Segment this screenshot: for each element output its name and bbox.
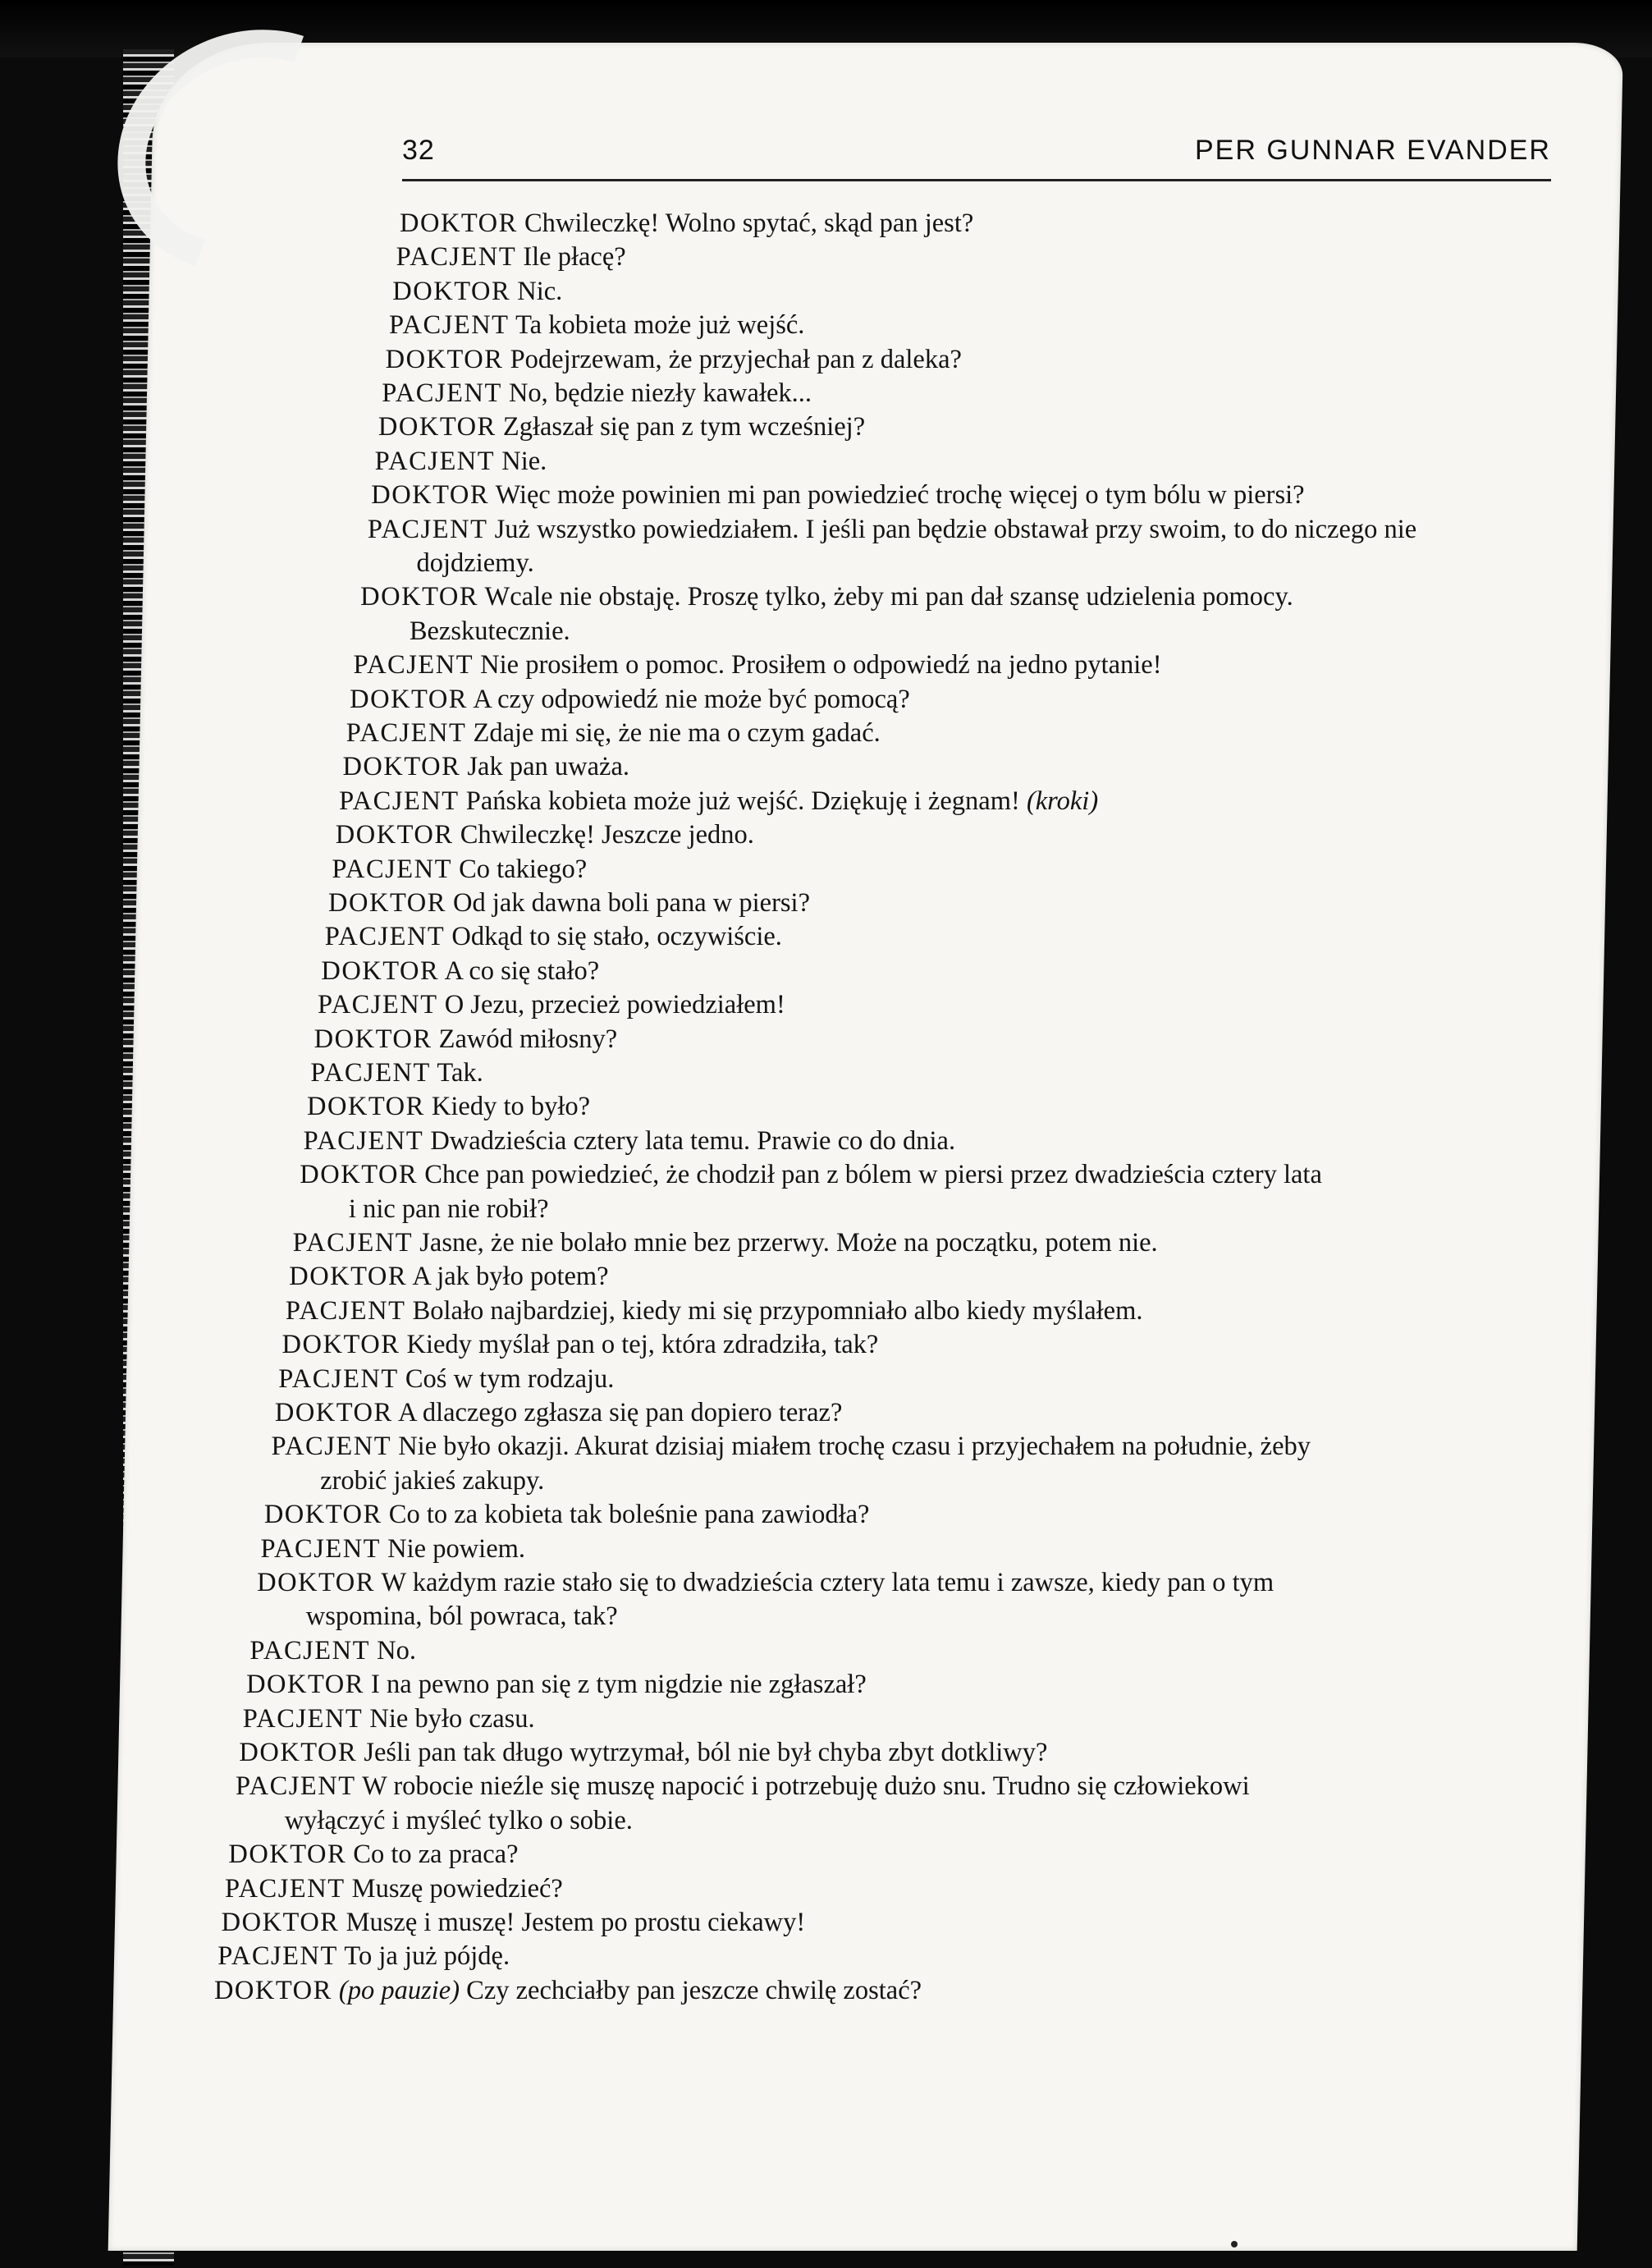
- dialogue-line: [321, 955, 599, 987]
- dialogue-line: [371, 479, 1304, 511]
- speech-text: A dlaczego zgłasza się pan dopiero teraz?: [398, 1398, 843, 1427]
- speaker-name: DOKTOR: [221, 1908, 340, 1937]
- speaker-name: DOKTOR: [360, 582, 478, 612]
- dialogue-line: [225, 1872, 563, 1905]
- speech-text: Co takiego?: [459, 854, 588, 884]
- speaker-name: DOKTOR: [228, 1840, 347, 1870]
- speech-text: A czy odpowiedź nie może być pomocą?: [473, 684, 910, 714]
- dialogue-line: [286, 1294, 1143, 1327]
- speaker-name: PACJENT: [236, 1771, 356, 1802]
- dialogue-continuation: [349, 1193, 549, 1226]
- speaker-name: DOKTOR: [274, 1398, 393, 1427]
- dialogue-line: [378, 410, 865, 443]
- speaker-name: DOKTOR: [371, 480, 490, 511]
- dialogue-line: [214, 1974, 922, 2007]
- speech-text: Muszę i muszę! Jestem po prostu ciekawy!: [346, 1908, 806, 1937]
- dialogue-continuation: [306, 1600, 618, 1633]
- dialogue-line: [332, 853, 587, 886]
- speech-text: Nie.: [501, 446, 547, 476]
- dialogue-line: [389, 309, 804, 341]
- speech-text: Czy zechciałby pan jeszcze chwilę zostać?: [466, 1975, 922, 2005]
- speaker-name: PACJENT: [260, 1533, 382, 1564]
- speech-text: zrobić jakieś zakupy.: [320, 1465, 545, 1496]
- speech-text: Nie prosiłem o pomoc. Prosiłem o odpowiedź na jedno pytanie!: [480, 650, 1162, 680]
- speech-text: W każdym razie stało się to dwadzieścia cztery lata temu i zawsze, kiedy pan o tym: [381, 1568, 1274, 1597]
- speaker-name: PACJENT: [242, 1703, 364, 1734]
- speech-text: wyłączyć i myśleć tylko o sobie.: [284, 1805, 633, 1835]
- speaker-name: DOKTOR: [306, 1092, 425, 1122]
- dialogue-line: [246, 1668, 867, 1701]
- speaker-name: PACJENT: [292, 1228, 414, 1258]
- dialogue-line: [272, 1430, 1311, 1463]
- speaker-name: PACJENT: [353, 650, 474, 680]
- speech-text: i nic pan nie robił?: [348, 1194, 549, 1224]
- speaker-name: PACJENT: [318, 990, 438, 1020]
- dialogue-line: [304, 1125, 955, 1157]
- speaker-name: DOKTOR: [321, 955, 440, 986]
- dialogue-line: [217, 1940, 510, 1972]
- speech-text: I na pewno pan się z tym nigdzie nie zgłaszał?: [371, 1670, 867, 1700]
- speech-text: Zawód miłosny?: [438, 1024, 618, 1054]
- stage-direction: (po pauzie): [338, 1975, 460, 2005]
- dialogue-line: [342, 750, 629, 783]
- speech-text: No, będzie niezły kawałek...: [508, 378, 812, 408]
- speaker-name: PACJENT: [224, 1873, 346, 1904]
- dialogue-line: [350, 683, 910, 716]
- dialogue-continuation: [285, 1804, 633, 1837]
- speaker-name: DOKTOR: [239, 1738, 358, 1767]
- speech-text: Jeśli pan tak długo wytrzymał, ból nie był chyba zbyt dotkliwy?: [364, 1738, 1048, 1767]
- dialogue-line: [249, 1634, 416, 1667]
- dialogue-line: [307, 1090, 590, 1123]
- speech-text: Chwileczkę! Jeszcze jedno.: [460, 820, 754, 850]
- speaker-name: DOKTOR: [328, 888, 446, 918]
- speech-text: Od jak dawna boli pana w piersi?: [453, 888, 811, 918]
- speaker-name: PACJENT: [388, 310, 510, 341]
- dialogue-line: [360, 580, 1293, 613]
- speech-text: Zgłaszał się pan z tym wcześniej?: [502, 412, 866, 442]
- speech-text: To ja już pójdę.: [344, 1941, 510, 1972]
- speech-text: W robocie nieźle się muszę napocić i potrzebuję dużo snu. Trudno się człowiekowi: [362, 1771, 1250, 1802]
- speech-text: Wcale nie obstaję. Proszę tylko, żeby mi pan dał szansę udzielenia pomocy.: [484, 582, 1293, 612]
- dialogue-line: [236, 1770, 1250, 1803]
- dialogue-line: [392, 275, 562, 308]
- speech-text: Odkąd to się stało, oczywiście.: [451, 922, 782, 952]
- speech-text: Nic.: [517, 276, 563, 306]
- speaker-name: DOKTOR: [281, 1330, 400, 1360]
- speaker-name: DOKTOR: [263, 1500, 382, 1530]
- speaker-name: PACJENT: [324, 922, 446, 952]
- speech-text: Ta kobieta może już wejść.: [515, 310, 805, 341]
- dialogue-line: [314, 1023, 618, 1056]
- speaker-name: DOKTOR: [342, 752, 461, 782]
- speaker-name: DOKTOR: [257, 1568, 375, 1597]
- dialogue-line: [325, 920, 782, 953]
- speech-text: Tak.: [437, 1058, 483, 1088]
- speech-text: Co to za praca?: [353, 1840, 519, 1870]
- speaker-name: DOKTOR: [335, 820, 454, 850]
- running-head: PER GUNNAR EVANDER: [1195, 135, 1551, 166]
- speech-text: Kiedy myślał pan o tej, która zdradziła, tak?: [406, 1330, 879, 1360]
- speech-text: A co się stało?: [444, 955, 600, 986]
- speaker-name: PACJENT: [303, 1125, 424, 1156]
- speech-text: Zdaje mi się, że nie ma o czym gadać.: [473, 718, 881, 748]
- speech-text: Bezskutecznie.: [409, 616, 570, 646]
- dialogue-line: [278, 1363, 614, 1395]
- speech-text: Kiedy to było?: [431, 1092, 591, 1122]
- speaker-name: PACJENT: [346, 718, 467, 748]
- dialogue-line: [257, 1566, 1274, 1599]
- stage-direction: (kroki): [1026, 786, 1099, 816]
- speech-text: wspomina, ból powraca, tak?: [305, 1601, 618, 1632]
- speaker-name: PACJENT: [249, 1635, 370, 1665]
- speaker-name: PACJENT: [374, 446, 496, 476]
- speech-text: Więc może powinien mi pan powiedzieć trochę więcej o tym bólu w piersi?: [495, 480, 1305, 511]
- speech-text: Co to za kobieta tak boleśnie pana zawiodła?: [388, 1500, 870, 1530]
- speaker-name: PACJENT: [332, 854, 452, 884]
- speaker-name: DOKTOR: [350, 684, 468, 714]
- speaker-name: PACJENT: [339, 786, 460, 816]
- speaker-name: PACJENT: [278, 1363, 399, 1394]
- speaker-name: DOKTOR: [213, 1975, 332, 2005]
- dialogue-line: [375, 445, 547, 478]
- dialogue-line: [400, 207, 973, 240]
- speaker-name: PACJENT: [271, 1432, 392, 1462]
- speech-text: Dwadzieścia cztery lata temu. Prawie co do dnia.: [430, 1125, 956, 1156]
- dialogue-line: [282, 1328, 879, 1361]
- speech-text: A jak było potem?: [412, 1262, 609, 1292]
- dialogue-line: [396, 241, 626, 273]
- dialogue-line: [318, 988, 785, 1021]
- speech-text: dojdziemy.: [416, 548, 534, 578]
- speech-text: Jasne, że nie bolało mnie bez przerwy. Może na początku, potem nie.: [419, 1228, 1158, 1258]
- dialogue-continuation: [417, 547, 534, 580]
- speaker-name: DOKTOR: [300, 1160, 419, 1190]
- dialogue-line: [336, 818, 754, 851]
- speech-text: No.: [377, 1635, 416, 1665]
- speech-text: Podejrzewam, że przyjechał pan z daleka?: [510, 344, 962, 374]
- speck: [1231, 2241, 1238, 2247]
- dialogue-line: [300, 1158, 1322, 1191]
- dialogue-line: [386, 343, 962, 376]
- speech-text: Bolało najbardziej, kiedy mi się przypomniało albo kiedy myślałem.: [412, 1295, 1143, 1326]
- speech-text: Chce pan powiedzieć, że chodził pan z bólem w piersi przez dwadzieścia cztery lata: [424, 1160, 1322, 1190]
- dialogue-line: [243, 1702, 535, 1735]
- speech-text: Coś w tym rodzaju.: [405, 1363, 615, 1394]
- page-number: 32: [402, 135, 435, 166]
- speech-text: Ile płacę?: [523, 242, 626, 273]
- speaker-name: DOKTOR: [289, 1262, 408, 1292]
- dialogue-line: [346, 717, 881, 749]
- dialogue-line: [239, 1736, 1047, 1769]
- dialogue-line: [228, 1838, 518, 1871]
- speech-text: Chwileczkę! Wolno spytać, skąd pan jest?: [524, 208, 974, 238]
- speech-text: Muszę powiedzieć?: [351, 1873, 563, 1904]
- dialogue-continuation: [410, 615, 570, 648]
- dialogue-line: [368, 513, 1416, 546]
- dialogue-line: [275, 1396, 843, 1429]
- speaker-name: PACJENT: [396, 242, 517, 273]
- page-header: [402, 130, 1551, 181]
- dialogue-line: [264, 1498, 870, 1531]
- speech-text: Nie powiem.: [387, 1533, 526, 1564]
- speech-text: Pańska kobieta może już wejść. Dziękuję i żegnam!: [465, 786, 1020, 816]
- dialogue-line: [293, 1226, 1158, 1259]
- speaker-name: DOKTOR: [385, 344, 504, 374]
- speech-text: O Jezu, przecież powiedziałem!: [444, 990, 785, 1020]
- speaker-name: DOKTOR: [400, 208, 518, 238]
- speaker-name: DOKTOR: [378, 412, 497, 442]
- speaker-name: DOKTOR: [313, 1024, 432, 1054]
- speaker-name: PACJENT: [367, 514, 488, 544]
- dialogue-continuation: [320, 1464, 544, 1497]
- speech-text: Nie było okazji. Akurat dzisiaj miałem trochę czasu i przyjechałem na południe, żeby: [398, 1432, 1311, 1462]
- speech-text: Nie było czasu.: [369, 1703, 535, 1734]
- speech-text: Już wszystko powiedziałem. I jeśli pan będzie obstawał przy swoim, to do niczego nie: [494, 514, 1417, 544]
- speaker-name: PACJENT: [382, 378, 502, 408]
- speaker-name: PACJENT: [217, 1941, 338, 1972]
- dialogue-line: [289, 1260, 608, 1293]
- speaker-name: DOKTOR: [392, 276, 511, 306]
- speaker-name: DOKTOR: [246, 1670, 364, 1700]
- speaker-name: PACJENT: [310, 1058, 431, 1088]
- dialogue-line: [260, 1533, 525, 1565]
- speaker-name: PACJENT: [285, 1295, 406, 1326]
- dialogue-line: [382, 377, 812, 410]
- speech-text: Jak pan uważa.: [467, 752, 630, 782]
- dialogue-line: [310, 1056, 483, 1089]
- dialogue-line: [222, 1906, 806, 1939]
- dialogue-line: [328, 887, 810, 919]
- dialogue-line: [353, 648, 1161, 681]
- dialogue-line: [339, 785, 1098, 818]
